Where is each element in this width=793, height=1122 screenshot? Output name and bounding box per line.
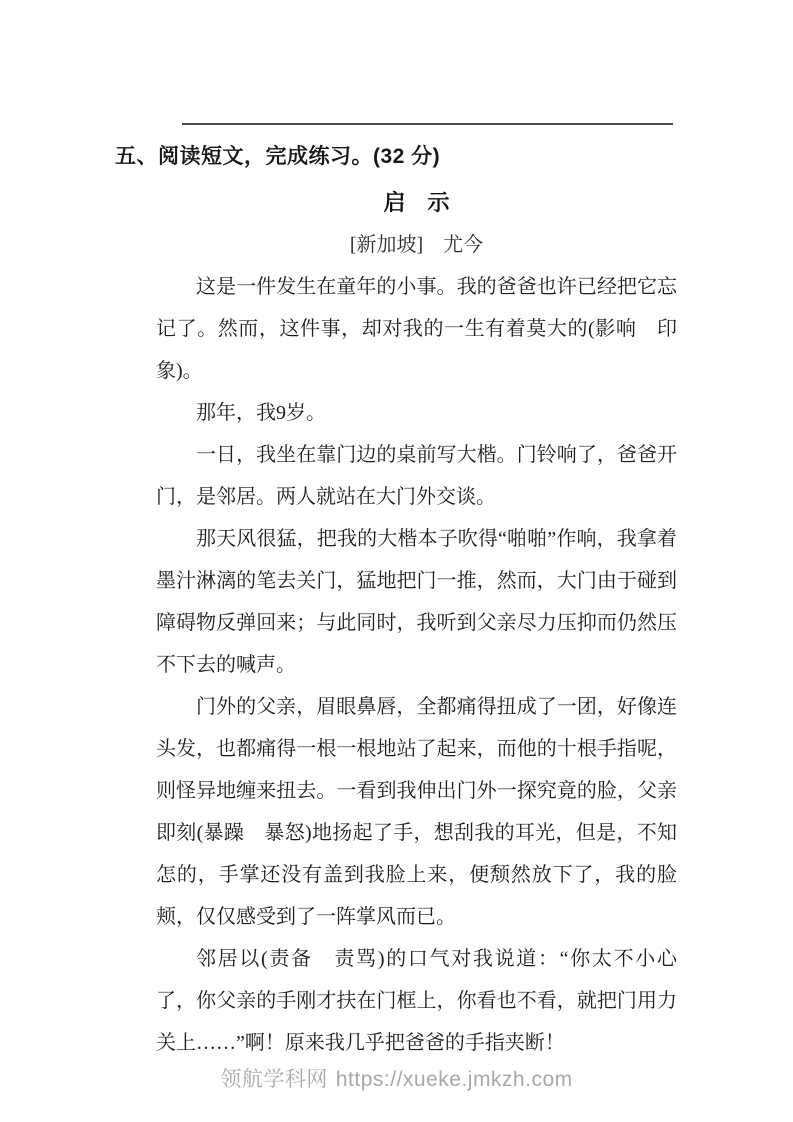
passage-title: 启 示 <box>383 190 450 215</box>
watermark-url: https://xueke.jmkzh.com <box>335 1068 573 1091</box>
section-header: 五、阅读短文，完成练习。(32 分) <box>115 145 441 168</box>
passage-paragraph: 那年，我9岁。 <box>196 402 326 424</box>
passage-paragraph: 邻居以(责备 责骂)的口气对我说道：“你太不小心了，你父亲的手刚才扶在门框上，你看也不看，就把门用力关上……”啊！原来我几乎把爸爸的手指夹断！ <box>156 948 677 1054</box>
passage-paragraph: 门外的父亲，眉眼鼻唇，全都痛得扭成了一团，好像连头发，也都痛得一根一根地站了起来，而他的十根手指呢，则怪异地缠来扭去。一看到我伸出门外一探究竟的脸，父亲即刻(暴躁 暴怒)地扬起了手，想刮我的耳光，但是，不知怎的，手掌还没有盖到我脸上来，便颓然放下了，我的脸颊，仅仅感受到了一阵掌风而已。 <box>156 696 677 928</box>
passage-author: [新加坡] 尤今 <box>349 234 484 256</box>
answer-blank-line <box>182 123 673 125</box>
reading-passage <box>156 182 677 1064</box>
passage-body <box>156 266 677 1064</box>
passage-paragraph: 一日，我坐在靠门边的桌前写大楷。门铃响了，爸爸开门，是邻居。两人就站在大门外交谈。 <box>156 444 677 508</box>
watermark-site-name: 领航学科网 <box>220 1068 328 1091</box>
watermark-footer <box>0 1066 793 1094</box>
passage-paragraph: 那天风很猛，把我的大楷本子吹得“啪啪”作响，我拿着墨汁淋漓的笔去关门，猛地把门一推，然而，大门由于碰到障碍物反弹回来；与此同时，我听到父亲尽力压抑而仍然压不下去的喊声。 <box>156 528 677 676</box>
passage-paragraph: 这是一件发生在童年的小事。我的爸爸也许已经把它忘记了。然而，这件事，却对我的一生有着莫大的(影响 印象)。 <box>156 276 677 382</box>
